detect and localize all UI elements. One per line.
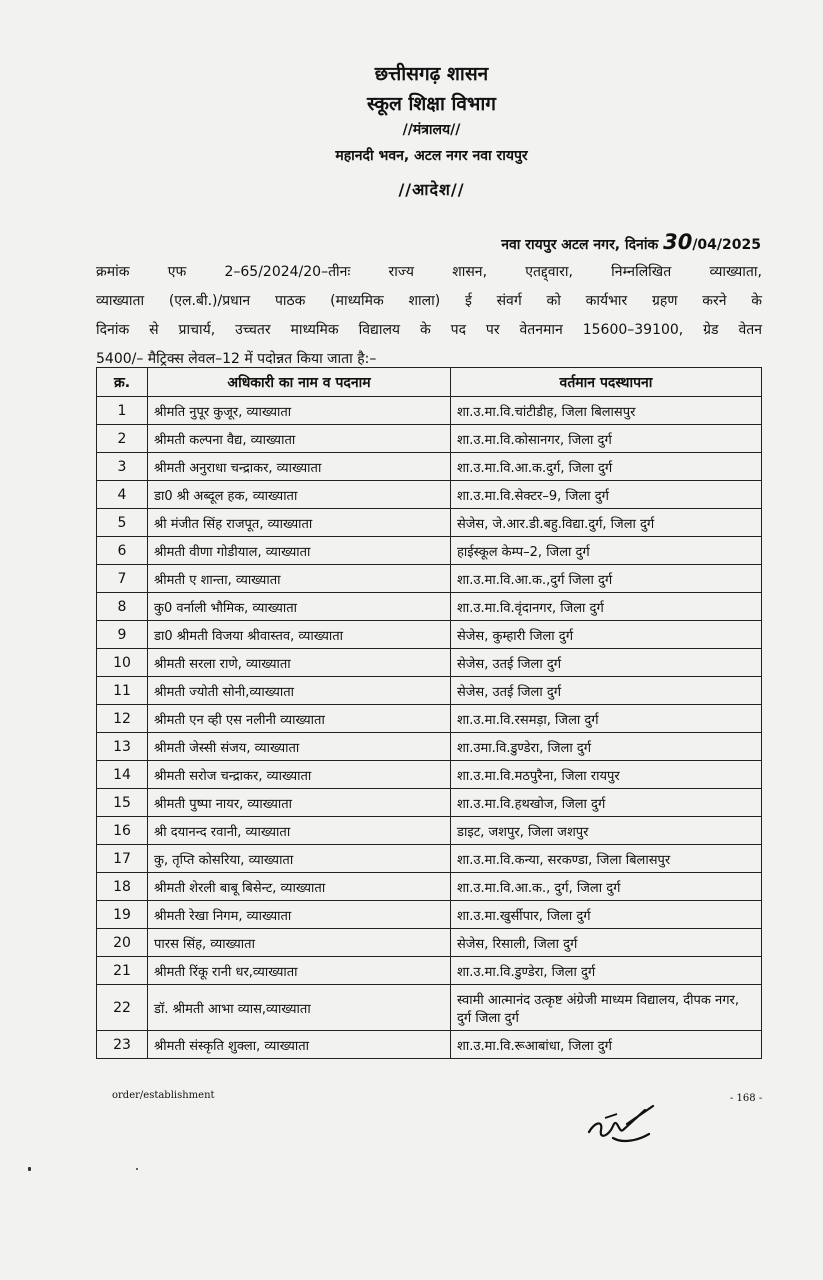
table-row [97,761,762,789]
table-row [97,957,762,985]
signature-icon [583,1100,663,1150]
row-serial: 11 [97,677,148,705]
row-serial: 7 [97,565,148,593]
paragraph-line: क्रमांक एफ 2–65/2024/20–तीनः राज्य शासन, एतद्द्वारा, निम्नलिखित व्याख्याता, [96,264,762,280]
row-current-posting: सेजेस, जे.आर.डी.बहु.विद्या.दुर्ग, जिला दुर्ग [451,509,762,537]
row-current-posting: शा.उ.मा.खुर्सीपार, जिला दुर्ग [451,901,762,929]
row-serial: 22 [97,985,148,1031]
dateline-day: 30 [663,230,693,254]
row-current-posting: शा.उ.मा.वि.कन्या, सरकण्डा, जिला बिलासपुर [451,845,762,873]
row-current-posting: सेजेस, कुम्हारी जिला दुर्ग [451,621,762,649]
row-officer-name: श्रीमती सरला राणे, व्याख्याता [148,649,451,677]
dateline-prefix: नवा रायपुर अटल नगर, दिनांक [501,237,659,253]
row-officer-name: श्रीमती जेस्सी संजय, व्याख्याता [148,733,451,761]
table-row [97,537,762,565]
row-serial: 18 [97,873,148,901]
row-serial: 12 [97,705,148,733]
row-serial: 3 [97,453,148,481]
row-current-posting: शा.उ.मा.वि.रसमड़ा, जिला दुर्ग [451,705,762,733]
table-row [97,1031,762,1059]
row-serial: 8 [97,593,148,621]
table-row [97,453,762,481]
table-row [97,649,762,677]
table-row [97,733,762,761]
table-row [97,929,762,957]
table-row [97,481,762,509]
order-paragraph [96,258,762,374]
table-row [97,901,762,929]
row-current-posting: सेजेस, रिसाली, जिला दुर्ग [451,929,762,957]
row-serial: 19 [97,901,148,929]
row-serial: 20 [97,929,148,957]
row-current-posting: सेजेस, उतई जिला दुर्ग [451,649,762,677]
header-department: स्कूल शिक्षा विभाग [367,93,496,115]
promotion-table [96,367,762,1059]
table-row [97,425,762,453]
row-officer-name: श्रीमती शेरली बाबू बिसेन्ट, व्याख्याता [148,873,451,901]
row-serial: 21 [97,957,148,985]
row-current-posting: शा.उ.मा.वि.चांटीडीह, जिला बिलासपुर [451,397,762,425]
row-officer-name: श्रीमती संस्कृति शुक्ला, व्याख्याता [148,1031,451,1059]
row-officer-name: डा0 श्री अब्दूल हक, व्याख्याता [148,481,451,509]
row-officer-name: कु, तृप्ति कोसरिया, व्याख्याता [148,845,451,873]
table-row [97,845,762,873]
row-officer-name: श्रीमती ज्योती सोनी,व्याख्याता [148,677,451,705]
row-serial: 16 [97,817,148,845]
paragraph-line: दिनांक से प्राचार्य, उच्चतर माध्यमिक विद्यालय के पद पर वेतनमान 15600–39100, ग्रेड वेतन [96,322,762,338]
table-row [97,397,762,425]
row-officer-name: श्रीमती रेखा निगम, व्याख्याता [148,901,451,929]
paragraph-line: व्याख्याता (एल.बी.)/प्रधान पाठक (माध्यमिक शाला) ई संवर्ग को कार्यभार ग्रहण करने के [96,293,762,309]
row-serial: 23 [97,1031,148,1059]
row-serial: 9 [97,621,148,649]
row-officer-name: कु0 वर्नाली भौमिक, व्याख्याता [148,593,451,621]
scan-speck [136,1168,138,1170]
row-current-posting: स्वामी आत्मानंद उत्कृष्ट अंग्रेजी माध्यम विद्यालय, दीपक नगर, दुर्ग जिला दुर्ग [451,985,762,1031]
row-current-posting: शा.उ.मा.वि.आ.क., दुर्ग, जिला दुर्ग [451,873,762,901]
row-current-posting: शा.उ.मा.वि.आ.क.दुर्ग, जिला दुर्ग [451,453,762,481]
row-officer-name: पारस सिंह, व्याख्याता [148,929,451,957]
row-current-posting: शा.उ.मा.वि.डुण्डेरा, जिला दुर्ग [451,957,762,985]
table-row [97,985,762,1031]
row-serial: 2 [97,425,148,453]
row-officer-name: श्रीमती वीणा गोडीयाल, व्याख्याता [148,537,451,565]
header-address: महानदी भवन, अटल नगर नवा रायपुर [335,148,528,164]
row-current-posting: शा.उ.मा.वि.रूआबांधा, जिला दुर्ग [451,1031,762,1059]
row-officer-name: श्रीमती रिंकू रानी धर,व्याख्याता [148,957,451,985]
header-posting: वर्तमान पदस्थापना [451,368,762,397]
table-row [97,705,762,733]
table-row [97,817,762,845]
table-row [97,509,762,537]
row-serial: 15 [97,789,148,817]
row-current-posting: शा.उ.मा.वि.हथखोज, जिला दुर्ग [451,789,762,817]
row-current-posting: शा.उ.मा.वि.आ.क.,दुर्ग जिला दुर्ग [451,565,762,593]
row-officer-name: श्रीमती एन व्ही एस नलीनी व्याख्याता [148,705,451,733]
row-serial: 1 [97,397,148,425]
row-serial: 5 [97,509,148,537]
row-officer-name: श्रीमती सरोज चन्द्राकर, व्याख्याता [148,761,451,789]
row-officer-name: श्रीमती पुष्पा नायर, व्याख्याता [148,789,451,817]
row-current-posting: शा.उ.मा.वि.कोसानगर, जिला दुर्ग [451,425,762,453]
table-header-row [97,368,762,397]
row-serial: 17 [97,845,148,873]
row-current-posting: शा.उ.मा.वि.मठपुरैना, जिला रायपुर [451,761,762,789]
dateline [501,230,761,254]
row-current-posting: शा.उ.मा.वि.वृंदानगर, जिला दुर्ग [451,593,762,621]
row-current-posting: डाइट, जशपुर, जिला जशपुर [451,817,762,845]
row-officer-name: श्रीमती कल्पना वैद्य, व्याख्याता [148,425,451,453]
row-officer-name: श्रीमति नुपूर कुजूर, व्याख्याता [148,397,451,425]
header-govt: छत्तीसगढ़ शासन [374,63,489,85]
header-order: //आदेश// [398,180,465,199]
row-serial: 10 [97,649,148,677]
table-body [97,397,762,1059]
row-officer-name: श्रीमती अनुराधा चन्द्राकर, व्याख्याता [148,453,451,481]
row-current-posting: हाईस्कूल केम्प–2, जिला दुर्ग [451,537,762,565]
row-officer-name: श्रीमती ए शान्ता, व्याख्याता [148,565,451,593]
row-officer-name: डॉ. श्रीमती आभा व्यास,व्याख्याता [148,985,451,1031]
table-row [97,873,762,901]
row-serial: 14 [97,761,148,789]
paragraph-line: 5400/– मैट्रिक्स लेवल–12 में पदोन्नत किया जाता है:– [96,351,377,367]
row-current-posting: शा.उ.मा.वि.सेक्टर–9, जिला दुर्ग [451,481,762,509]
dateline-rest: /04/2025 [692,237,761,253]
row-serial: 6 [97,537,148,565]
table-row [97,789,762,817]
header-name: अधिकारी का नाम व पदनाम [148,368,451,397]
header-serial: क्र. [97,368,148,397]
header-ministry: //मंत्रालय// [402,122,461,138]
row-current-posting: शा.उमा.वि.डुण्डेरा, जिला दुर्ग [451,733,762,761]
table-row [97,677,762,705]
table-row [97,621,762,649]
page-number: - 168 - [730,1093,763,1104]
row-officer-name: श्री मंजीत सिंह राजपूत, व्याख्याता [148,509,451,537]
row-serial: 13 [97,733,148,761]
row-officer-name: डा0 श्रीमती विजया श्रीवास्तव, व्याख्याता [148,621,451,649]
row-officer-name: श्री दयानन्द रवानी, व्याख्याता [148,817,451,845]
footer-reference: order/establishment [112,1090,215,1101]
row-serial: 4 [97,481,148,509]
scan-speck [28,1167,31,1171]
table-row [97,565,762,593]
row-current-posting: सेजेस, उतई जिला दुर्ग [451,677,762,705]
table-row [97,593,762,621]
